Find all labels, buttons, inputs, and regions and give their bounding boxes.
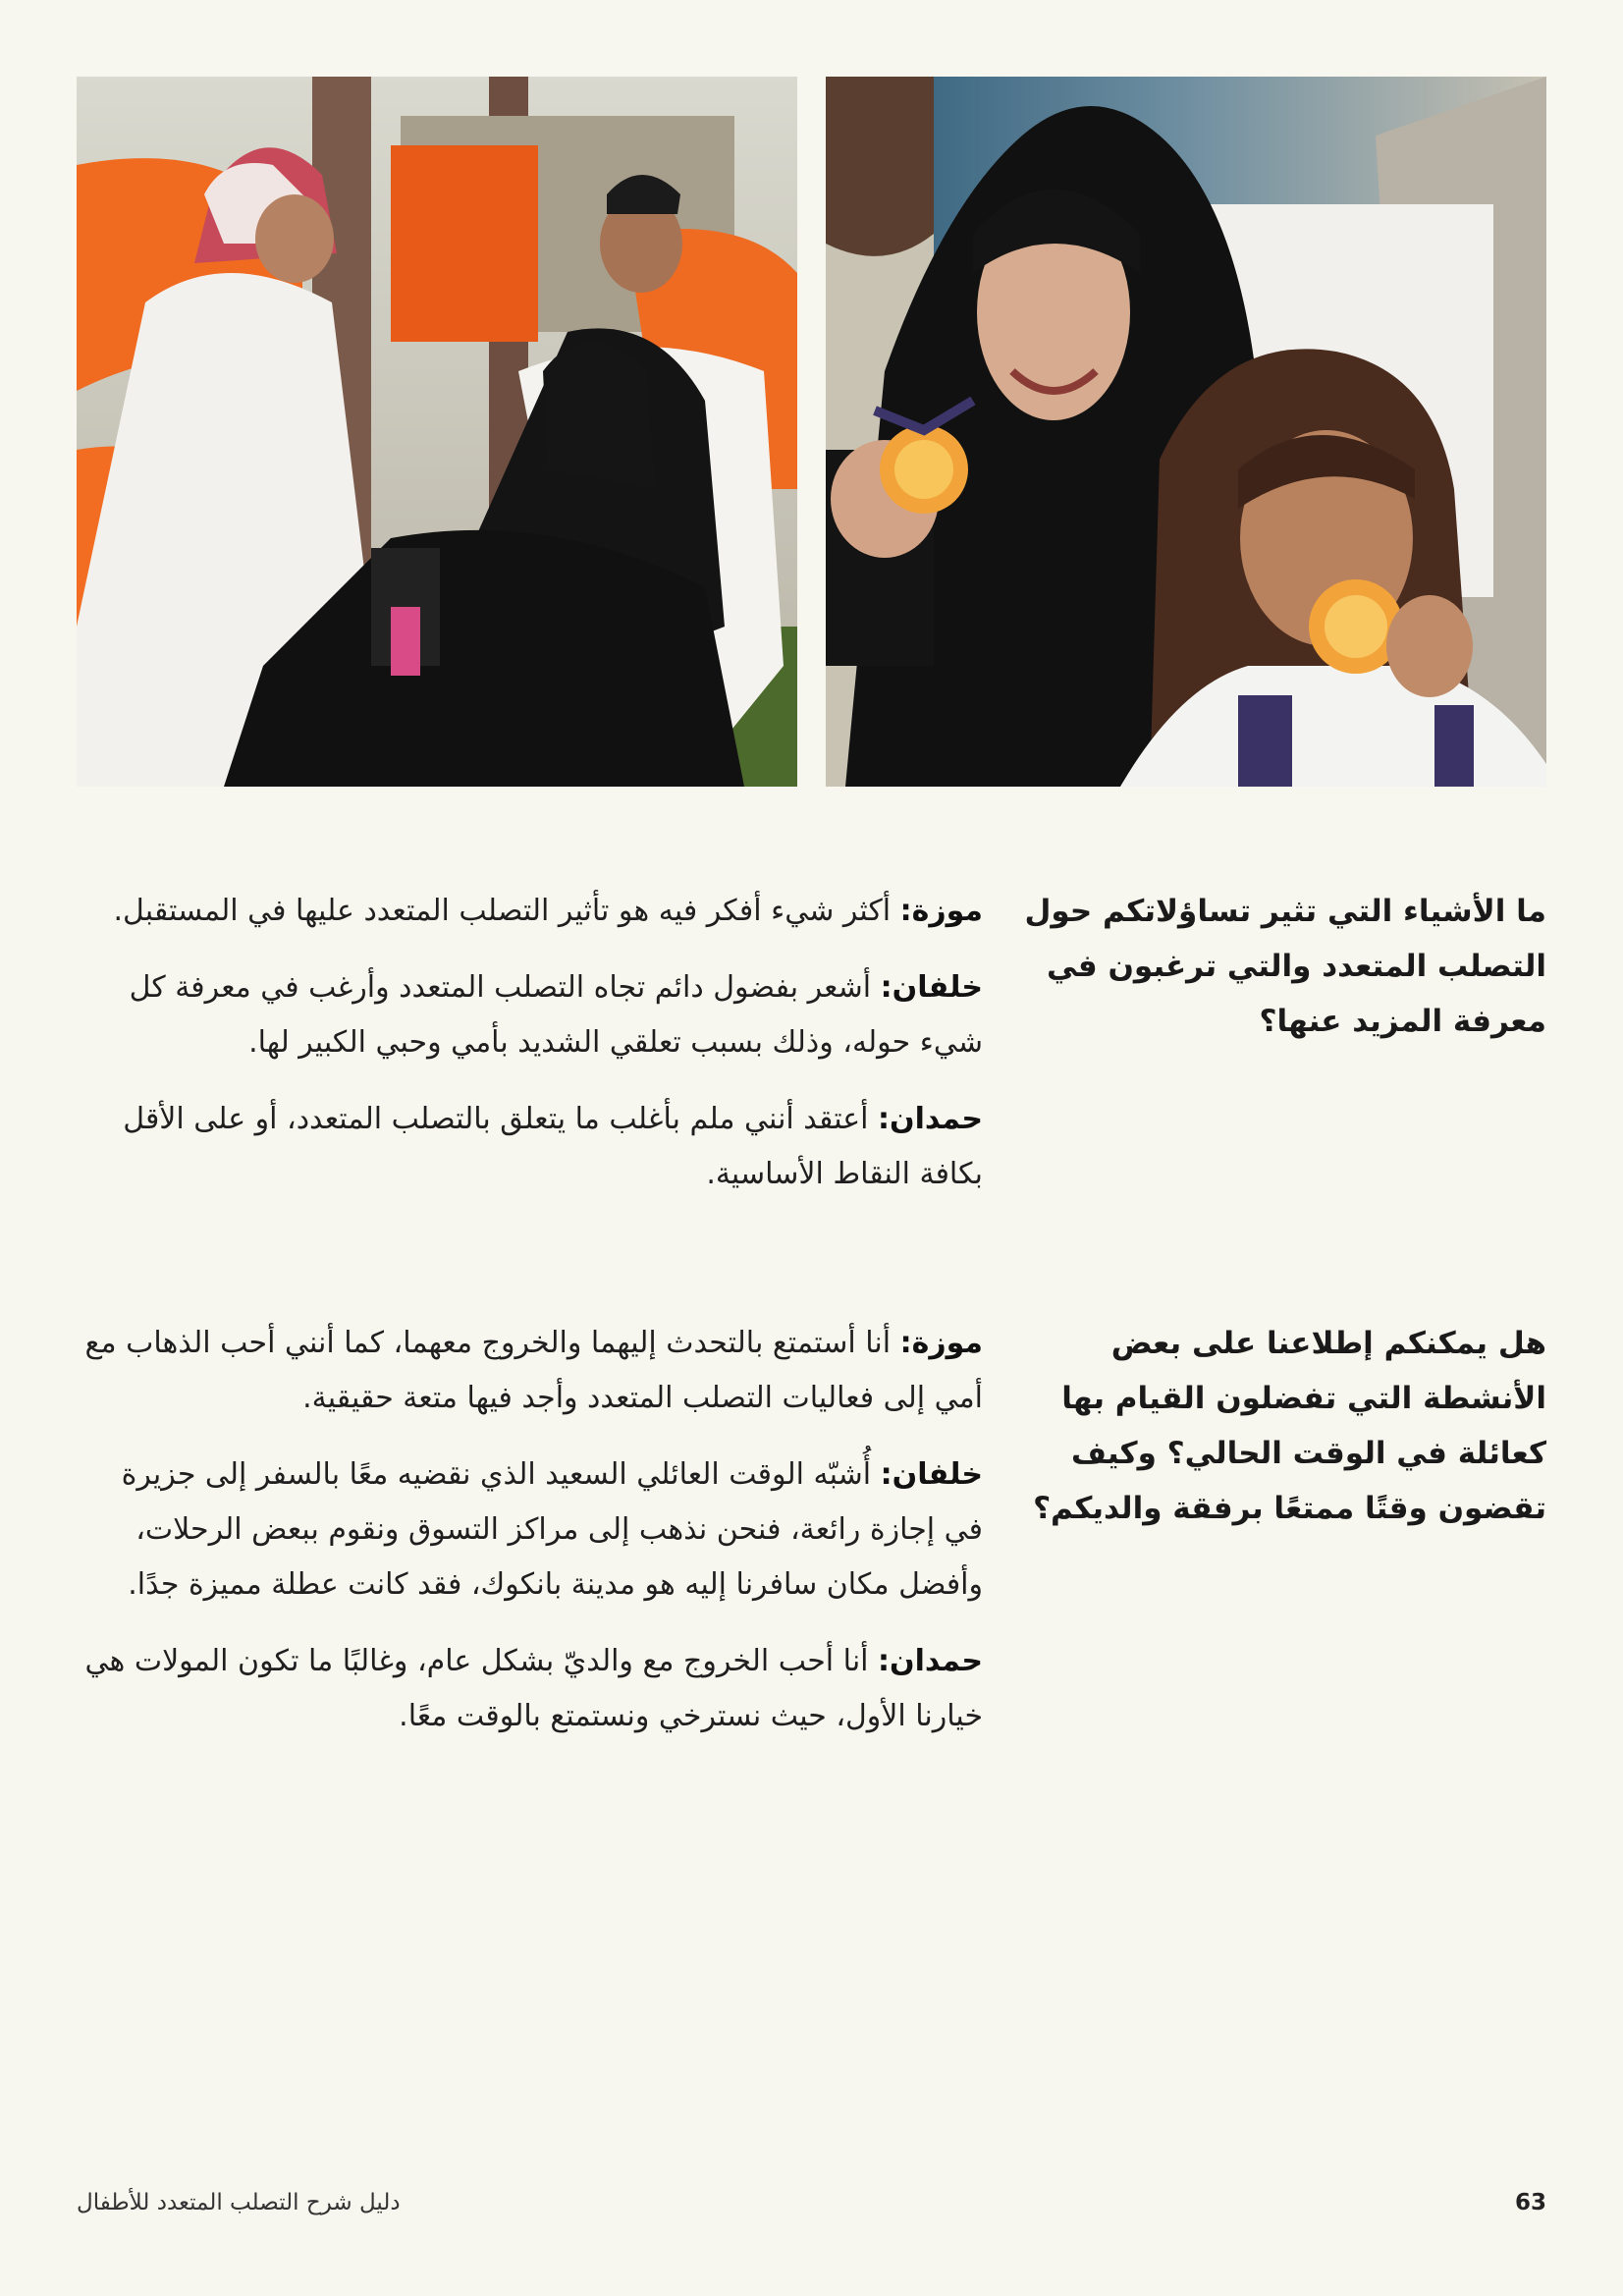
answer-hamdan xyxy=(75,1092,983,1202)
answer-mozah xyxy=(75,1316,983,1426)
answers-list xyxy=(75,884,983,1224)
family-playground-photo xyxy=(77,77,797,787)
speaker-name: موزة: xyxy=(899,894,983,928)
answer-mozah xyxy=(75,884,983,939)
question-heading: ما الأشياء التي تثير تساؤلاتكم حول التصلب المتعدد والتي ترغبون في معرفة المزيد عنها؟ xyxy=(1024,894,1546,1039)
speaker-name: حمدان: xyxy=(878,1102,983,1136)
answer-khalfan xyxy=(75,1448,983,1613)
question-heading: هل يمكنكم إطلاعنا على بعض الأنشطة التي تفضلون القيام بها كعائلة في الوقت الحالي؟ وكيف تقضون وقتًا ممتعًا برفقة والديكم؟ xyxy=(1033,1326,1546,1526)
speaker-name: موزة: xyxy=(899,1326,983,1360)
page-number: 63 xyxy=(1514,2190,1546,2215)
speaker-name: خلفان: xyxy=(880,1457,983,1492)
footer-title: دليل شرح التصلب المتعدد للأطفال xyxy=(77,2190,401,2215)
answer-hamdan xyxy=(75,1634,983,1744)
answer-text: أعتقد أنني ملم بأغلب ما يتعلق بالتصلب المتعدد، أو على الأقل بكافة النقاط الأساسية. xyxy=(123,1102,983,1191)
mother-daughter-medals-photo xyxy=(826,77,1546,787)
answer-khalfan xyxy=(75,960,983,1070)
speaker-name: حمدان: xyxy=(878,1644,983,1678)
answers-list xyxy=(75,1316,983,1766)
answer-text: أنا أستمتع بالتحدث إليهما والخروج معهما، كما أنني أحب الذهاب مع أمي إلى فعاليات التصلب المتعدد وأجد فيها متعة حقيقية. xyxy=(84,1326,983,1415)
answer-text: أشعر بفضول دائم تجاه التصلب المتعدد وأرغب في معرفة كل شيء حوله، وذلك بسبب تعلقي الشديد بأمي وحبي الكبير لها. xyxy=(129,970,983,1060)
speaker-name: خلفان: xyxy=(880,970,983,1005)
answer-text: أنا أحب الخروج مع والديّ بشكل عام، وغالبًا ما تكون المولات هي خيارنا الأول، حيث نسترخي ونستمتع بالوقت معًا. xyxy=(84,1644,983,1733)
answer-text: أُشبّه الوقت العائلي السعيد الذي نقضيه معًا بالسفر إلى جزيرة في إجازة رائعة، فنحن نذهب إلى مراكز التسوق ونقوم ببعض الرحلات، وأفضل مكان سافرنا إليه هو مدينة بانكوك، فقد كانت عطلة مميزة جدًا. xyxy=(121,1457,983,1602)
answer-text: أكثر شيء أفكر فيه هو تأثير التصلب المتعدد عليها في المستقبل. xyxy=(113,894,900,928)
